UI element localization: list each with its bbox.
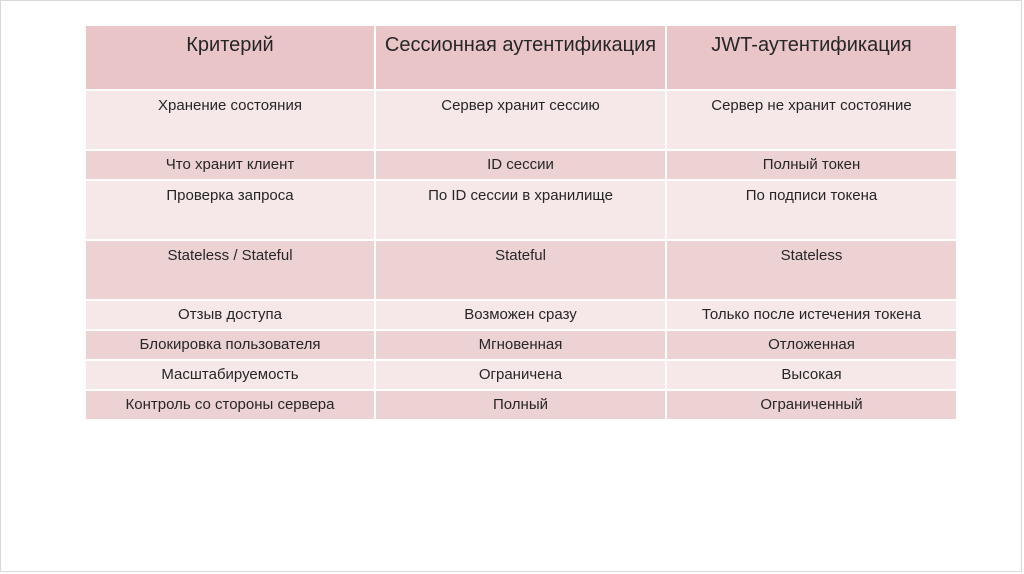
cell-criterion: Блокировка пользователя — [86, 330, 375, 360]
header-session-auth: Сессионная аутентификация — [375, 26, 666, 90]
cell-session: Мгновенная — [375, 330, 666, 360]
cell-criterion: Проверка запроса — [86, 180, 375, 240]
table-row — [86, 360, 956, 390]
header-jwt-auth: JWT-аутентификация — [666, 26, 956, 90]
cell-jwt: Отложенная — [666, 330, 956, 360]
header-criterion: Критерий — [86, 26, 375, 90]
cell-criterion: Что хранит клиент — [86, 150, 375, 180]
table-row — [86, 330, 956, 360]
table-row — [86, 90, 956, 150]
cell-criterion: Контроль со стороны сервера — [86, 390, 375, 420]
cell-jwt: Ограниченный — [666, 390, 956, 420]
cell-jwt: Только после истечения токена — [666, 300, 956, 330]
cell-session: Сервер хранит сессию — [375, 90, 666, 150]
comparison-table — [86, 26, 956, 421]
table-row — [86, 240, 956, 300]
cell-session: Stateful — [375, 240, 666, 300]
cell-session: ID сессии — [375, 150, 666, 180]
cell-jwt: По подписи токена — [666, 180, 956, 240]
cell-criterion: Отзыв доступа — [86, 300, 375, 330]
cell-jwt: Полный токен — [666, 150, 956, 180]
table-row — [86, 390, 956, 420]
table-row — [86, 300, 956, 330]
cell-jwt: Высокая — [666, 360, 956, 390]
cell-session: Полный — [375, 390, 666, 420]
cell-session: По ID сессии в хранилище — [375, 180, 666, 240]
cell-jwt: Сервер не хранит состояние — [666, 90, 956, 150]
cell-criterion: Хранение состояния — [86, 90, 375, 150]
table-header-row — [86, 26, 956, 90]
cell-session: Ограничена — [375, 360, 666, 390]
table-row — [86, 150, 956, 180]
cell-session: Возможен сразу — [375, 300, 666, 330]
table-row — [86, 180, 956, 240]
cell-criterion: Масштабируемость — [86, 360, 375, 390]
cell-jwt: Stateless — [666, 240, 956, 300]
cell-criterion: Stateless / Stateful — [86, 240, 375, 300]
